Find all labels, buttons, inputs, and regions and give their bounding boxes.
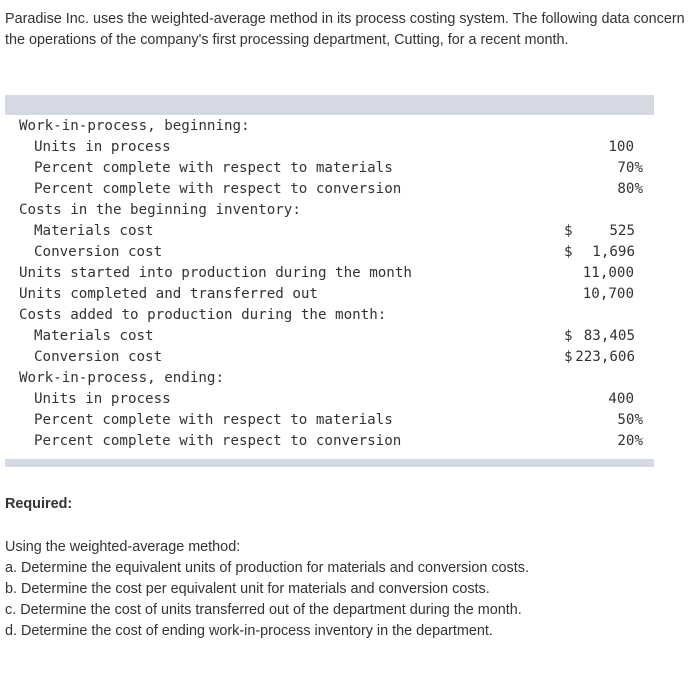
currency-symbol: $ xyxy=(564,244,573,260)
units-completed-value: 10,700 xyxy=(582,286,634,302)
table-row xyxy=(5,389,654,410)
table-row xyxy=(5,347,654,368)
beginning-conversion-cost-label: Conversion cost xyxy=(34,244,163,260)
beginning-costs-header: Costs in the beginning inventory: xyxy=(19,202,301,218)
units-started-label: Units started into production during the month xyxy=(19,265,412,281)
units-completed-label: Units completed and transferred out xyxy=(19,286,318,302)
added-materials-cost-label: Materials cost xyxy=(34,328,154,344)
costs-added-header: Costs added to production during the month: xyxy=(19,307,387,323)
table-row xyxy=(5,200,654,221)
table-row xyxy=(5,263,654,284)
wip-beginning-header: Work-in-process, beginning: xyxy=(19,118,250,134)
task-d: d. Determine the cost of ending work-in-process inventory in the department. xyxy=(5,623,493,639)
task-b: b. Determine the cost per equivalent unit for materials and conversion costs. xyxy=(5,581,490,597)
wip-ending-materials-percent-label: Percent complete with respect to materials xyxy=(34,412,393,428)
task-c: c. Determine the cost of units transferred out of the department during the month. xyxy=(5,602,522,618)
table-row xyxy=(5,179,654,200)
wip-ending-units-value: 400 xyxy=(608,391,634,407)
table-row xyxy=(5,368,654,389)
wip-beginning-materials-percent-value: 70% xyxy=(617,160,643,176)
wip-beginning-units-value: 100 xyxy=(608,139,634,155)
table-row xyxy=(5,431,654,452)
currency-symbol: $ xyxy=(564,223,573,239)
currency-symbol: $ xyxy=(564,349,573,365)
wip-ending-conversion-percent-label: Percent complete with respect to conversion xyxy=(34,433,402,449)
table-row xyxy=(5,326,654,347)
added-conversion-cost-label: Conversion cost xyxy=(34,349,163,365)
units-started-value: 11,000 xyxy=(582,265,634,281)
beginning-materials-cost xyxy=(564,221,635,242)
beginning-conversion-cost xyxy=(564,242,635,263)
wip-ending-units-label: Units in process xyxy=(34,391,171,407)
wip-beginning-materials-percent-label: Percent complete with respect to materials xyxy=(34,160,393,176)
table-row xyxy=(5,410,654,431)
intro-paragraph: Paradise Inc. uses the weighted-average method in its process costing system. The following data concern the operations of the company's first processing department, Cutting, for a recent month. xyxy=(5,11,685,48)
required-heading: Required: xyxy=(5,496,73,512)
wip-beginning-conversion-percent-value: 80% xyxy=(617,181,643,197)
added-materials-cost xyxy=(564,326,635,347)
wip-ending-header: Work-in-process, ending: xyxy=(19,370,224,386)
added-conversion-cost-value: 223,606 xyxy=(575,349,635,365)
table-row xyxy=(5,221,654,242)
added-conversion-cost xyxy=(564,347,635,368)
added-materials-cost-value: 83,405 xyxy=(583,328,635,344)
beginning-conversion-cost-value: 1,696 xyxy=(592,244,635,260)
currency-symbol: $ xyxy=(564,328,573,344)
process-data-table xyxy=(5,95,654,467)
task-a: a. Determine the equivalent units of production for materials and conversion costs. xyxy=(5,560,529,576)
table-row xyxy=(5,284,654,305)
table-row xyxy=(5,158,654,179)
table-row xyxy=(5,116,654,137)
table-row xyxy=(5,137,654,158)
beginning-materials-cost-label: Materials cost xyxy=(34,223,154,239)
beginning-materials-cost-value: 525 xyxy=(609,223,635,239)
wip-ending-conversion-percent-value: 20% xyxy=(617,433,643,449)
wip-ending-materials-percent-value: 50% xyxy=(617,412,643,428)
task-list xyxy=(5,558,529,642)
wip-beginning-conversion-percent-label: Percent complete with respect to conversion xyxy=(34,181,402,197)
table-header-band xyxy=(5,95,654,115)
table-row xyxy=(5,242,654,263)
table-row xyxy=(5,305,654,326)
task-intro: Using the weighted-average method: xyxy=(5,539,241,555)
wip-beginning-units-label: Units in process xyxy=(34,139,171,155)
table-footer-band xyxy=(5,459,654,467)
